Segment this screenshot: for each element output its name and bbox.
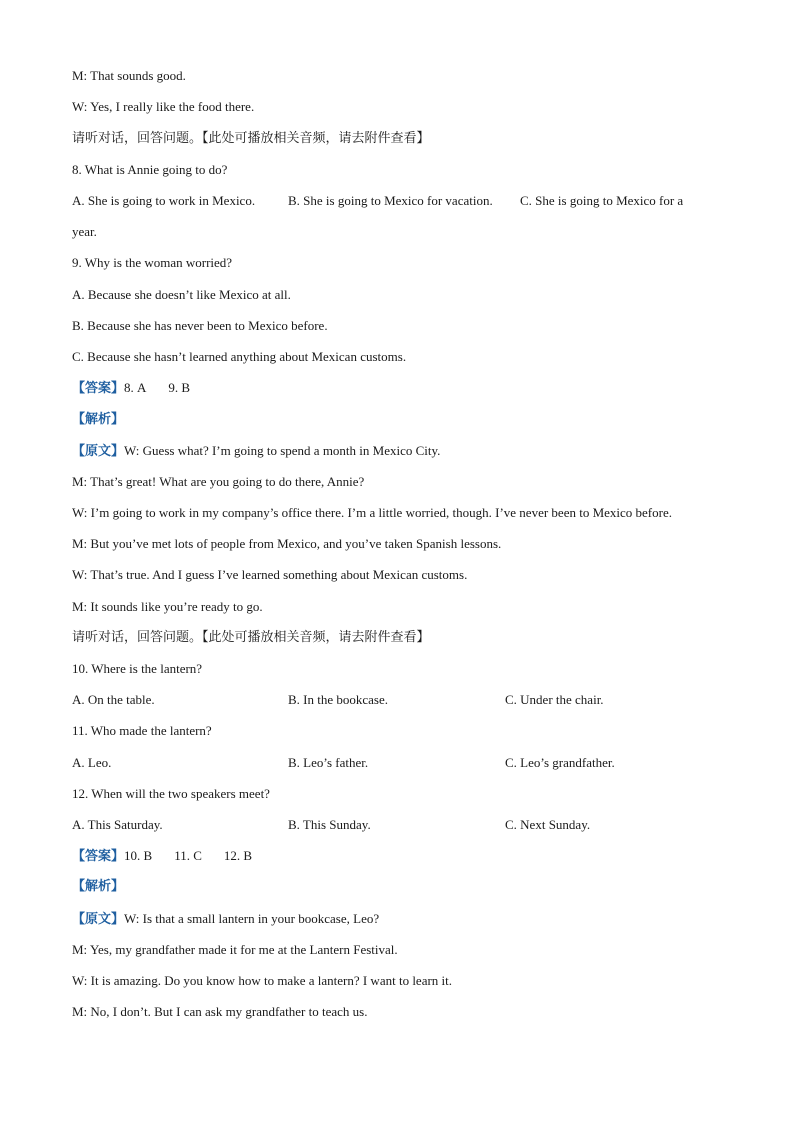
q11-option-b: B. Leo’s father. <box>288 755 369 770</box>
q11-option-a: A. Leo. <box>72 755 112 770</box>
answer-item: 10. B <box>124 848 153 863</box>
original-tag: 【原文】 <box>72 912 125 927</box>
q9-option-b: B. Because she has never been to Mexico before. <box>72 318 328 333</box>
q8-option-b: B. She is going to Mexico for vacation. <box>288 193 493 208</box>
question-12: 12. When will the two speakers meet? <box>72 786 270 801</box>
q8-option-a: A. She is going to work in Mexico. <box>72 193 256 208</box>
q9-option-a: A. Because she doesn’t like Mexico at all. <box>72 287 291 302</box>
answer-row <box>72 379 190 398</box>
question-9: 9. Why is the woman worried? <box>72 255 233 270</box>
transcript-line: M: No, I don’t. But I can ask my grandfather to teach us. <box>72 1004 368 1019</box>
q10-option-b: B. In the bookcase. <box>288 692 389 707</box>
q9-option-c: C. Because she hasn’t learned anything about Mexican customs. <box>72 349 407 364</box>
transcript-line: M: That’s great! What are you going to do there, Annie? <box>72 474 365 489</box>
transcript-text: W: Is that a small lantern in your bookcase, Leo? <box>124 911 380 926</box>
transcript-line: M: It sounds like you’re ready to go. <box>72 599 263 614</box>
transcript-line: W: That’s true. And I guess I’ve learned something about Mexican customs. <box>72 567 468 582</box>
transcript-line: W: It is amazing. Do you know how to make a lantern? I want to learn it. <box>72 973 453 988</box>
question-10: 10. Where is the lantern? <box>72 661 203 676</box>
answer-tag: 【答案】 <box>72 849 125 864</box>
q8-option-c-wrap: year. <box>72 224 97 239</box>
analysis-tag: 【解析】 <box>72 412 125 427</box>
answer-tag: 【答案】 <box>72 381 125 396</box>
transcript-line: M: But you’ve met lots of people from Mexico, and you’ve taken Spanish lessons. <box>72 536 502 551</box>
answer-item: 9. B <box>168 380 191 395</box>
question-8: 8. What is Annie going to do? <box>72 162 228 177</box>
q10-option-c: C. Under the chair. <box>505 692 604 707</box>
transcript-line: M: Yes, my grandfather made it for me at the Lantern Festival. <box>72 942 398 957</box>
answer-item: 11. C <box>174 848 202 863</box>
dialog-line: M: That sounds good. <box>72 68 186 83</box>
analysis-tag: 【解析】 <box>72 879 125 894</box>
q12-option-a: A. This Saturday. <box>72 817 163 832</box>
dialog-line: W: Yes, I really like the food there. <box>72 99 255 114</box>
q12-option-c: C. Next Sunday. <box>505 817 591 832</box>
q10-option-a: A. On the table. <box>72 692 155 707</box>
q11-option-c: C. Leo’s grandfather. <box>505 755 615 770</box>
question-11: 11. Who made the lantern? <box>72 723 212 738</box>
transcript-line: W: I’m going to work in my company’s office there. I’m a little worried, though. I’ve never been to Mexico before. <box>72 505 672 520</box>
original-tag: 【原文】 <box>72 444 125 459</box>
answer-item: 8. A <box>124 380 147 395</box>
q12-option-b: B. This Sunday. <box>288 817 371 832</box>
transcript-line <box>72 442 440 461</box>
listening-instruction: 请听对话，回答问题。【此处可播放相关音频，请去附件查看】 <box>72 131 430 146</box>
q8-option-c: C. She is going to Mexico for a <box>520 193 684 208</box>
listening-instruction: 请听对话，回答问题。【此处可播放相关音频，请去附件查看】 <box>72 630 430 645</box>
transcript-line <box>72 910 379 929</box>
answer-row <box>72 847 252 866</box>
transcript-text: W: Guess what? I’m going to spend a month in Mexico City. <box>124 443 441 458</box>
answer-item: 12. B <box>223 848 253 863</box>
